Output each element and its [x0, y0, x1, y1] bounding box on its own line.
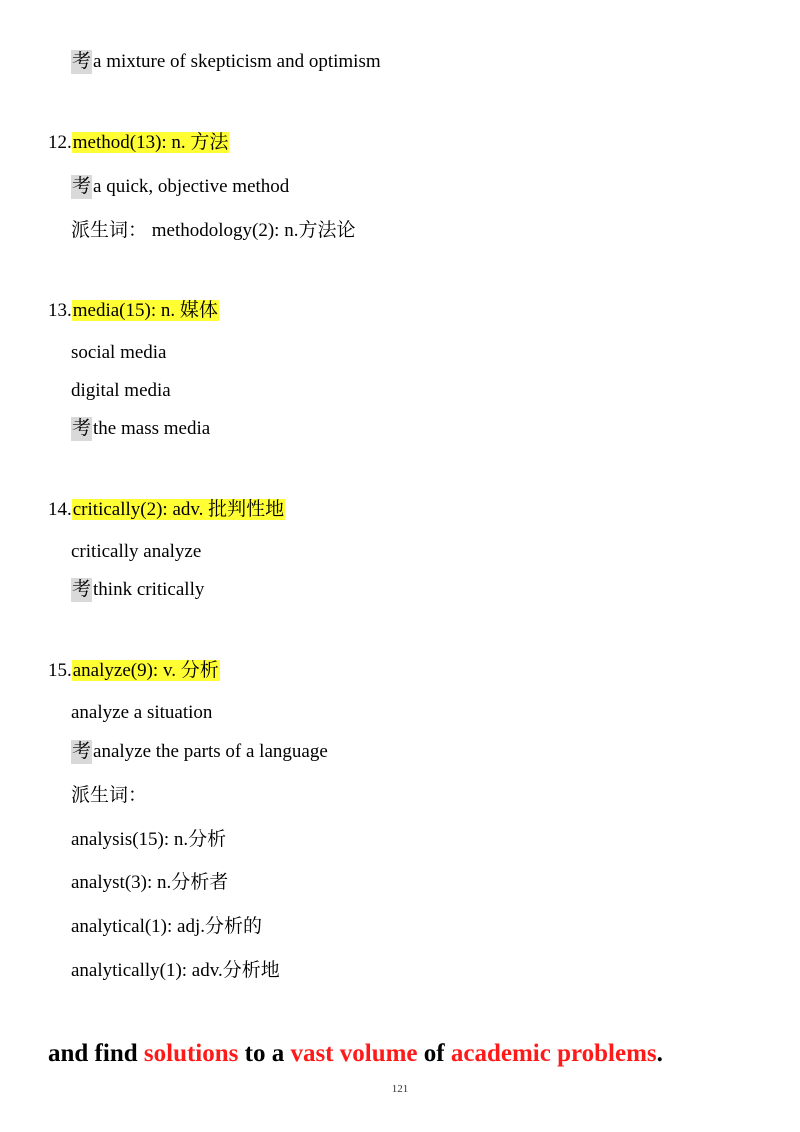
footer-part-red: solutions [143, 1040, 239, 1067]
phrase-line: analytical(1): adj.分析的 [71, 916, 262, 937]
phrase-line: critically analyze [71, 541, 202, 562]
phrase-line: social media [71, 342, 167, 363]
exam-phrase-text: a quick, objective method [93, 176, 290, 197]
exam-phrase-text: a mixture of skepticism and optimism [93, 51, 381, 72]
phrase-line: analyze a situation [71, 702, 213, 723]
entry-number: 13. [48, 300, 72, 321]
exam-phrase-text: the mass media [93, 418, 211, 439]
exam-marker: 考 [72, 418, 92, 439]
entry-heading [48, 658, 220, 684]
exam-phrase [71, 739, 328, 765]
exam-marker: 考 [72, 51, 92, 72]
phrase-line: analysis(15): n.分析 [71, 829, 227, 850]
entry-headword-highlight: critically(2): adv. 批判性地 [72, 499, 285, 520]
footer-part: of [417, 1040, 451, 1067]
exam-marker: 考 [72, 176, 92, 197]
footer-slogan [48, 1036, 663, 1072]
footer-part: . [656, 1040, 663, 1067]
exam-phrase-text: think critically [93, 579, 205, 600]
entry-number: 12. [48, 132, 72, 153]
exam-phrase [71, 577, 204, 603]
entry-heading [48, 497, 285, 523]
entry-number: 14. [48, 499, 72, 520]
phrase-line: analyst(3): n.分析者 [71, 872, 229, 893]
entry-heading [48, 298, 219, 324]
exam-phrase-text: analyze the parts of a language [93, 741, 328, 762]
exam-phrase [71, 416, 210, 442]
footer-part-red: academic problems [450, 1040, 657, 1067]
entry-headword-highlight: method(13): n. 方法 [72, 132, 229, 153]
page-number: 121 [391, 1083, 409, 1095]
entry-headword-highlight: analyze(9): v. 分析 [72, 660, 219, 681]
phrase-line: analytically(1): adv.分析地 [71, 960, 280, 981]
exam-marker: 考 [72, 741, 92, 762]
entry-heading [48, 130, 229, 156]
exam-phrase [71, 174, 289, 200]
phrase-line: 派生词： methodology(2): n.方法论 [71, 220, 356, 241]
entry-headword-highlight: media(15): n. 媒体 [72, 300, 218, 321]
footer-part: and find [48, 1040, 144, 1067]
exam-marker: 考 [72, 579, 92, 600]
exam-phrase [71, 49, 381, 75]
footer-part-red: vast volume [290, 1040, 418, 1067]
phrase-line: 派生词： [71, 785, 148, 806]
entry-number: 15. [48, 660, 72, 681]
footer-part: to a [238, 1040, 291, 1067]
phrase-line: digital media [71, 380, 171, 401]
